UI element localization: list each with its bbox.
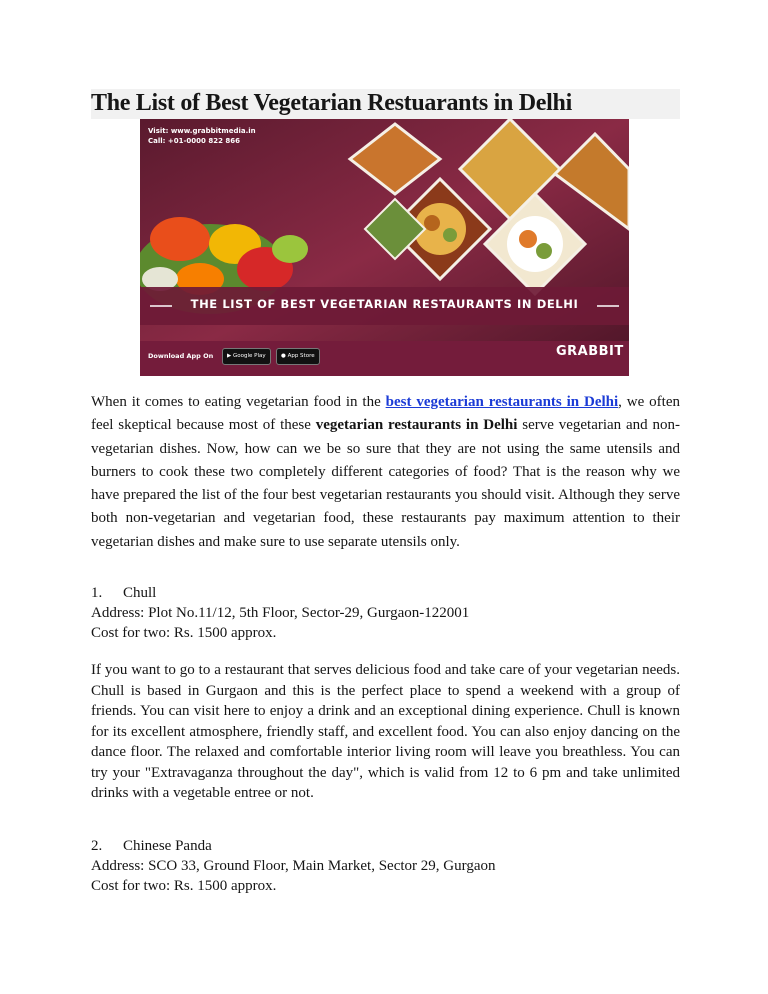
restaurant-name: Chull xyxy=(123,585,157,601)
restaurant-1-address: Address: Plot No.11/12, 5th Floor, Sector-29, Gurgaon-122001 xyxy=(91,605,470,621)
restaurant-2-heading: 2. Chinese Panda xyxy=(91,838,212,854)
google-play-badge: ▶ Google Play xyxy=(222,348,271,365)
contact-info xyxy=(148,126,256,146)
restaurant-1-heading: 1. Chull xyxy=(91,585,157,601)
restaurant-name: Chinese Panda xyxy=(123,838,212,854)
intro-paragraph: When it comes to eating vegetarian food in the best vegetarian restaurants in Delhi, we often feel skeptical because most of these vegetarian restaurants in Delhi serve vegetarian and non-vegetarian dishes. Now, how can we be so sure that they are not using the same utensils and burners to cook these two completely different categories of food? That is the reason why we have prepared the list of the four best vegetarian restaurants you should visit. Although they serve both non-vegetarian and vegetarian food, these restaurants pay maximum attention to their vegetarian dishes and make sure to use separate utensils only. xyxy=(91,394,680,550)
visit-text: Visit: www.grabbitmedia.in xyxy=(148,127,256,135)
apple-icon: ● xyxy=(281,353,286,359)
download-label: Download App On xyxy=(148,352,214,360)
restaurant-2-address: Address: SCO 33, Ground Floor, Main Market, Sector 29, Gurgaon xyxy=(91,858,496,874)
play-icon: ▶ xyxy=(227,353,232,359)
app-store-badge: ● App Store xyxy=(276,348,320,365)
restaurant-2-cost: Cost for two: Rs. 1500 approx. xyxy=(91,878,277,894)
hero-banner-image xyxy=(140,119,629,376)
call-text: Call: +01-0000 822 866 xyxy=(148,137,240,145)
bold-phrase: vegetarian restaurants in Delhi xyxy=(315,417,518,434)
document-title: The List of Best Vegetarian Restuarants in Delhi xyxy=(91,90,572,116)
restaurant-1-description: If you want to go to a restaurant that serves delicious food and take care of your vegetarian needs. Chull is based in Gurgaon and this is the perfect place to spend a weekend with a group of friends. You can visit here to enjoy a drink and an exceptional dining experience. Chull is known for its excellent atmosphere, friendly staff, and excellent food. You can also enjoy dancing on the dance floor. The relaxed and comfortable interior living room will leave you breathless. You can try your "Extravaganza throughout the day", which is valid from 12 to 6 pm and take unlimited drinks with a vegetable entree or not. xyxy=(91,662,680,801)
banner-title: THE LIST OF BEST VEGETARIAN RESTAURANTS IN DELHI xyxy=(190,297,579,311)
restaurant-1-cost: Cost for two: Rs. 1500 approx. xyxy=(91,625,277,641)
food-collage-graphic xyxy=(140,119,629,376)
best-restaurants-link[interactable]: best vegetarian restaurants in Delhi xyxy=(385,394,619,410)
grabbit-logo: GRABBIT xyxy=(556,344,624,359)
